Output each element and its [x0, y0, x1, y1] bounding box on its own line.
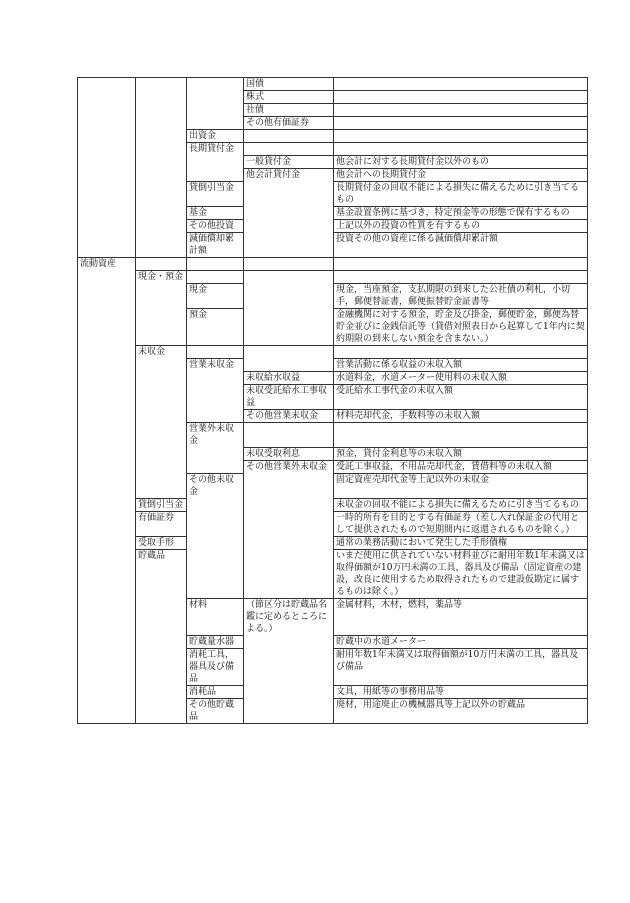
description-cell: 一時的所有を目的とする有価証券（差し入れ保証金の代用として提供されたもので短期間内に返還されるものを除く。）: [334, 512, 588, 537]
item-cell: [136, 207, 187, 220]
subitem-cell: 減価償却累計額: [187, 233, 244, 258]
detail-cell: [244, 359, 334, 372]
category-cell: [78, 385, 136, 410]
table-row: [78, 385, 588, 410]
category-cell: [78, 649, 136, 686]
description-cell: 耐用年数1年未満又は取得価額が10万円未満の工具，器具及び備品: [334, 649, 588, 686]
category-cell: [78, 309, 136, 346]
account-table-body: [78, 78, 588, 724]
description-cell: [334, 423, 588, 448]
description-cell: 他会計に対する長期貸付金以外のもの: [334, 156, 588, 169]
subitem-cell: 材料: [187, 599, 244, 636]
category-cell: [78, 284, 136, 309]
table-row: [78, 169, 588, 182]
table-row: [78, 182, 588, 207]
category-cell: [78, 636, 136, 649]
item-cell: [136, 258, 187, 271]
description-cell: 未収金の回収不能による損失に備えるために引き当てるもの: [334, 499, 588, 512]
category-cell: [78, 699, 136, 724]
category-cell: 流動資産: [78, 258, 136, 271]
detail-cell: [244, 686, 334, 699]
description-cell: [334, 258, 588, 271]
table-row: [78, 359, 588, 372]
subitem-cell: 営業未収金: [187, 359, 244, 372]
category-cell: [78, 410, 136, 423]
item-cell: [136, 233, 187, 258]
detail-cell: [244, 309, 334, 346]
table-row: [78, 346, 588, 359]
table-row: [78, 474, 588, 499]
description-cell: 他会計への長期貸付金: [334, 169, 588, 182]
detail-cell: [244, 182, 334, 207]
description-cell: 受託給水工事代金の未収入額: [334, 385, 588, 410]
detail-cell: [244, 233, 334, 258]
detail-cell: 未収給水収益: [244, 372, 334, 385]
description-cell: [334, 104, 588, 117]
category-cell: [78, 156, 136, 169]
item-cell: [136, 284, 187, 309]
description-cell: [334, 271, 588, 284]
description-cell: 金融機関に対する預金，貯金及び掛金，郵便貯金，郵便為替貯金並びに金銭信託等（貸借対照表日から起算して1年内に契約期限の到来しない預金を含まない。）: [334, 309, 588, 346]
table-row: [78, 220, 588, 233]
description-cell: 通常の業務活動において発生した手形債権: [334, 537, 588, 550]
table-row: [78, 271, 588, 284]
subitem-cell: [187, 410, 244, 423]
table-row: [78, 143, 588, 156]
subitem-cell: 営業外未収金: [187, 423, 244, 448]
detail-cell: [244, 271, 334, 284]
category-cell: [78, 104, 136, 117]
item-cell: [136, 699, 187, 724]
detail-cell: [244, 499, 334, 512]
description-cell: 材料売却代金，手数料等の未収入額: [334, 410, 588, 423]
item-cell: [136, 372, 187, 385]
subitem-cell: 現金: [187, 284, 244, 309]
description-cell: いまだ使用に供されていない材料並びに耐用年数1年未満又は取得価額が10万円未満の工具，器具及び備品（固定資産の建設，改良に使用するため取得されたもので建設仮勘定に属するものは除く。）: [334, 550, 588, 599]
item-cell: 受取手形: [136, 537, 187, 550]
category-cell: [78, 91, 136, 104]
table-row: [78, 537, 588, 550]
table-row: [78, 499, 588, 512]
item-cell: 有価証券: [136, 512, 187, 537]
description-cell: 貯蔵中の水道メーター: [334, 636, 588, 649]
subitem-cell: その他貯蔵品: [187, 699, 244, 724]
subitem-cell: [187, 258, 244, 271]
item-cell: [136, 309, 187, 346]
category-cell: [78, 143, 136, 156]
description-cell: [334, 130, 588, 143]
detail-cell: その他有価証券: [244, 117, 334, 130]
description-cell: 投資その他の資産に係る減価償却累計額: [334, 233, 588, 258]
category-cell: [78, 233, 136, 258]
table-row: [78, 372, 588, 385]
item-cell: [136, 461, 187, 474]
table-row: [78, 699, 588, 724]
category-cell: [78, 78, 136, 91]
detail-cell: [244, 207, 334, 220]
table-row: [78, 258, 588, 271]
detail-cell: [244, 537, 334, 550]
description-cell: [334, 346, 588, 359]
subitem-cell: 貯蔵量水器: [187, 636, 244, 649]
detail-cell: 未収受取利息: [244, 448, 334, 461]
subitem-cell: [187, 156, 244, 169]
detail-cell: [244, 550, 334, 599]
description-cell: 受託工事収益，不用品売却代金，賃借料等の未収入額: [334, 461, 588, 474]
detail-cell: [244, 512, 334, 537]
table-row: [78, 104, 588, 117]
item-cell: [136, 104, 187, 117]
subitem-cell: 消耗品: [187, 686, 244, 699]
category-cell: [78, 359, 136, 372]
description-cell: [334, 117, 588, 130]
item-cell: [136, 117, 187, 130]
detail-cell: 他会計貸付金: [244, 169, 334, 182]
category-cell: [78, 448, 136, 461]
subitem-cell: [187, 271, 244, 284]
category-cell: [78, 537, 136, 550]
item-cell: [136, 78, 187, 91]
table-row: [78, 78, 588, 91]
subitem-cell: [187, 461, 244, 474]
subitem-cell: 貸倒引当金: [187, 182, 244, 207]
item-cell: [136, 169, 187, 182]
table-row: [78, 461, 588, 474]
item-cell: [136, 686, 187, 699]
category-cell: [78, 512, 136, 537]
detail-cell: 国債: [244, 78, 334, 91]
subitem-cell: [187, 346, 244, 359]
description-cell: 基金設置条例に基づき，特定預金等の形態で保有するもの: [334, 207, 588, 220]
table-row: [78, 233, 588, 258]
detail-cell: [244, 649, 334, 686]
table-row: [78, 649, 588, 686]
detail-cell: [244, 636, 334, 649]
table-row: [78, 130, 588, 143]
table-row: [78, 117, 588, 130]
subitem-cell: [187, 550, 244, 599]
description-cell: 金属材料，木材，燃料，薬品等: [334, 599, 588, 636]
item-cell: [136, 91, 187, 104]
detail-cell: [244, 699, 334, 724]
detail-cell: 社債: [244, 104, 334, 117]
subitem-cell: 長期貸付金: [187, 143, 244, 156]
description-cell: [334, 78, 588, 91]
description-cell: 現金，当座預金，支払期限の到来した公社債の利札，小切手，郵便替証書，郵便振替貯金証書等: [334, 284, 588, 309]
category-cell: [78, 182, 136, 207]
item-cell: [136, 448, 187, 461]
subitem-cell: [187, 169, 244, 182]
category-cell: [78, 220, 136, 233]
category-cell: [78, 207, 136, 220]
subitem-cell: [187, 385, 244, 410]
item-cell: [136, 649, 187, 686]
description-cell: 水道料金，水道メーター使用料の未収入額: [334, 372, 588, 385]
subitem-cell: [187, 448, 244, 461]
subitem-cell: その他未収金: [187, 474, 244, 499]
detail-cell: （節区分は貯蔵品名鑑に定めるところによる。）: [244, 599, 334, 636]
subitem-cell: その他投資: [187, 220, 244, 233]
table-row: [78, 550, 588, 599]
detail-cell: その他営業未収金: [244, 410, 334, 423]
subitem-cell: [187, 117, 244, 130]
category-cell: [78, 474, 136, 499]
category-cell: [78, 169, 136, 182]
category-cell: [78, 346, 136, 359]
category-cell: [78, 372, 136, 385]
table-row: [78, 512, 588, 537]
item-cell: [136, 423, 187, 448]
detail-cell: [244, 130, 334, 143]
account-table: [77, 77, 588, 724]
description-cell: 廃材，用途廃止の機械器具等上記以外の貯蔵品: [334, 699, 588, 724]
item-cell: 未収金: [136, 346, 187, 359]
description-cell: 預金，貸付金利息等の未収入額: [334, 448, 588, 461]
detail-cell: 未収受託給水工事収益: [244, 385, 334, 410]
item-cell: 現金・預金: [136, 271, 187, 284]
category-cell: [78, 117, 136, 130]
table-row: [78, 91, 588, 104]
detail-cell: [244, 346, 334, 359]
category-cell: [78, 271, 136, 284]
description-cell: [334, 91, 588, 104]
description-cell: 営業活動に係る収益の未収入額: [334, 359, 588, 372]
detail-cell: その他営業外未収金: [244, 461, 334, 474]
subitem-cell: [187, 537, 244, 550]
detail-cell: [244, 258, 334, 271]
table-row: [78, 309, 588, 346]
subitem-cell: 消耗工具，器具及び備品: [187, 649, 244, 686]
subitem-cell: 預金: [187, 309, 244, 346]
description-cell: 上記以外の投資の性質を有するもの: [334, 220, 588, 233]
item-cell: [136, 143, 187, 156]
item-cell: [136, 599, 187, 636]
description-cell: 固定資産売却代金等上記以外の未収金: [334, 474, 588, 499]
table-row: [78, 410, 588, 423]
category-cell: [78, 599, 136, 636]
description-cell: 長期貸付金の回収不能による損失に備えるために引き当てるもの: [334, 182, 588, 207]
category-cell: [78, 461, 136, 474]
item-cell: [136, 130, 187, 143]
detail-cell: 一般貸付金: [244, 156, 334, 169]
item-cell: [136, 385, 187, 410]
detail-cell: [244, 143, 334, 156]
category-cell: [78, 423, 136, 448]
table-row: [78, 156, 588, 169]
item-cell: [136, 182, 187, 207]
item-cell: [136, 474, 187, 499]
category-cell: [78, 499, 136, 512]
table-row: [78, 207, 588, 220]
subitem-cell: [187, 499, 244, 512]
table-row: [78, 284, 588, 309]
detail-cell: 株式: [244, 91, 334, 104]
subitem-cell: 基金: [187, 207, 244, 220]
detail-cell: [244, 220, 334, 233]
subitem-cell: [187, 91, 244, 104]
item-cell: 貸倒引当金: [136, 499, 187, 512]
description-cell: [334, 143, 588, 156]
item-cell: [136, 359, 187, 372]
item-cell: [136, 220, 187, 233]
category-cell: [78, 550, 136, 599]
table-row: [78, 599, 588, 636]
description-cell: 文具，用紙等の事務用品等: [334, 686, 588, 699]
item-cell: [136, 410, 187, 423]
subitem-cell: [187, 78, 244, 91]
table-row: [78, 686, 588, 699]
table-row: [78, 448, 588, 461]
item-cell: [136, 636, 187, 649]
subitem-cell: [187, 104, 244, 117]
detail-cell: [244, 423, 334, 448]
item-cell: 貯蔵品: [136, 550, 187, 599]
category-cell: [78, 130, 136, 143]
subitem-cell: [187, 372, 244, 385]
subitem-cell: [187, 512, 244, 537]
detail-cell: [244, 474, 334, 499]
table-row: [78, 636, 588, 649]
detail-cell: [244, 284, 334, 309]
table-row: [78, 423, 588, 448]
subitem-cell: 出資金: [187, 130, 244, 143]
item-cell: [136, 156, 187, 169]
category-cell: [78, 686, 136, 699]
